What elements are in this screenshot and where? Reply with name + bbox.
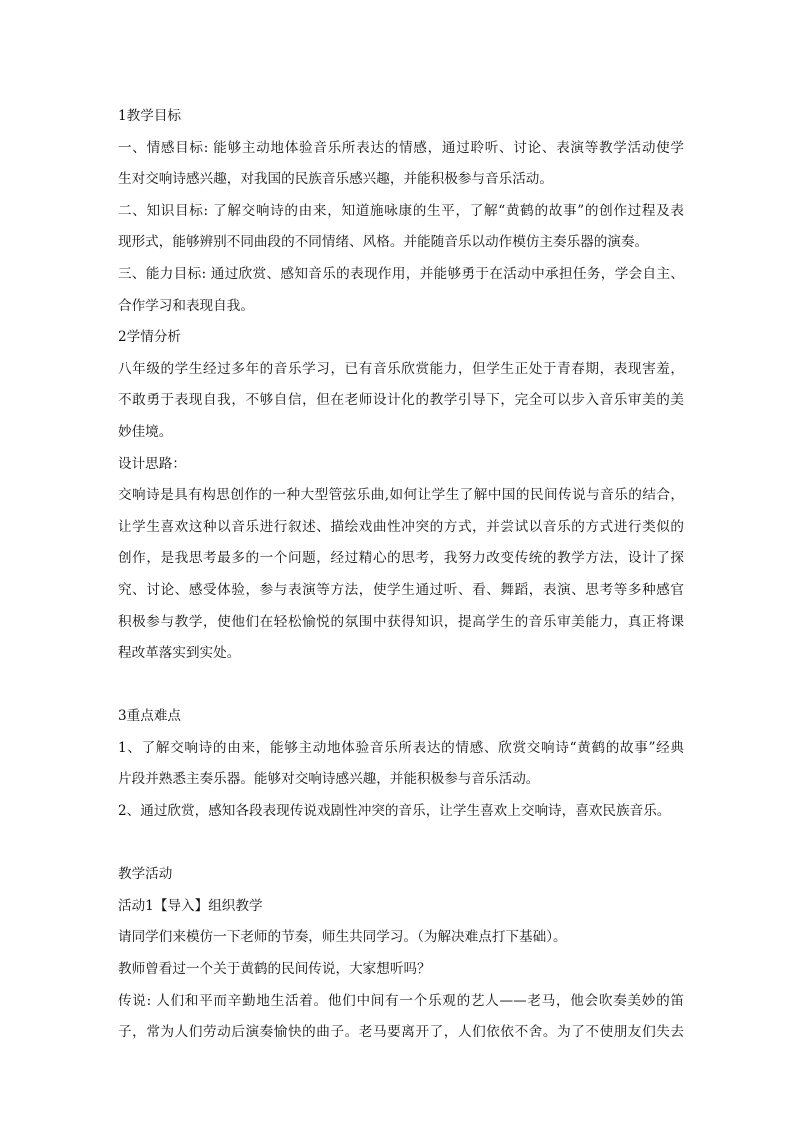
- activity-title: 活动1【导入】组织教学: [118, 897, 263, 914]
- paragraph-line: 1、了解交响诗的由来，能够主动地体验音乐所表达的情感、欣赏交响诗“黄鹤的故事”经典: [118, 739, 684, 756]
- paragraph-line: 子，常为人们劳动后演奏愉快的曲子。老马要离开了，人们依依不舍。为了不使朋友们失去: [118, 1024, 684, 1041]
- blank-line: [118, 828, 684, 860]
- paragraph-line: 二、知识目标: 了解交响诗的由来，知道施咏康的生平，了解“黄鹤的故事”的创作过程及表: [118, 202, 684, 219]
- paragraph-line: 交响诗是具有构思创作的一种大型管弦乐曲,如何让学生了解中国的民间传说与音乐的结合，: [118, 487, 684, 504]
- section-heading-teaching-goals: 1教学目标: [118, 108, 182, 124]
- paragraph-line: 创作，是我思考最多的一个问题，经过精心的思考，我努力改变传统的教学方法，设计了探: [118, 550, 684, 567]
- paragraph-line: 不敢勇于表现自我，不够自信，但在老师设计化的教学引导下，完全可以步入音乐审美的美: [118, 392, 684, 409]
- paragraph-line: 妙佳境。: [118, 423, 173, 440]
- paragraph-line: 请同学们来模仿一下老师的节奏，师生共同学习。（为解决难点打下基础）。: [118, 929, 567, 946]
- design-ideas-label: 设计思路：: [118, 455, 186, 472]
- blank-line: [118, 670, 684, 702]
- paragraph-line: 2、通过欣赏，感知各段表现传说戏剧性冲突的音乐，让学生喜欢上交响诗，喜欢民族音乐。: [118, 803, 671, 820]
- paragraph-line: 现形式，能够辨别不同曲段的不同情绪、风格。并能随音乐以动作模仿主奏乐器的演奏。: [118, 234, 649, 251]
- paragraph-line: 一、情感目标: 能够主动地体验音乐所表达的情感，通过聆听、讨论、表演等教学活动使学: [118, 139, 684, 156]
- paragraph-line: 三、能力目标: 通过欣赏、感知音乐的表现作用，并能够勇于在活动中承担任务，学会自主、: [118, 265, 684, 282]
- paragraph-line: 程改革落实到实处。: [118, 645, 241, 662]
- section-heading-student-analysis: 2学情分析: [118, 329, 182, 346]
- section-heading-teaching-activities: 教学活动: [118, 866, 173, 883]
- paragraph-line: 合作学习和表现自我。: [118, 297, 254, 314]
- paragraph-line: 生对交响诗感兴趣，对我国的民族音乐感兴趣，并能积极参与音乐活动。: [118, 171, 553, 188]
- paragraph-line: 教师曾看过一个关于黄鹤的民间传说，大家想听吗？: [118, 961, 431, 978]
- paragraph-line: 八年级的学生经过多年的音乐学习，已有音乐欣赏能力，但学生正处于青春期，表现害羞，: [118, 360, 684, 377]
- section-heading-key-difficulties: 3重点难点: [118, 708, 182, 725]
- paragraph-line: 传说: 人们和平而辛勤地生活着。他们中间有一个乐观的艺人——老马，他会吹奏美妙的笛: [118, 992, 684, 1009]
- paragraph-line: 让学生喜欢这种以音乐进行叙述、描绘戏曲性冲突的方式，并尝试以音乐的方式进行类似的: [118, 518, 684, 535]
- paragraph-line: 片段并熟悉主奏乐器。能够对交响诗感兴趣，并能积极参与音乐活动。: [118, 771, 540, 788]
- paragraph-line: 积极参与教学，使他们在轻松愉悦的氛围中获得知识，提高学生的音乐审美能力，真正将课: [118, 613, 684, 630]
- paragraph-line: 究、讨论、感受体验，参与表演等方法，使学生通过听、看、舞蹈，表演、思考等多种感官: [118, 581, 684, 598]
- document-body: [118, 101, 684, 1049]
